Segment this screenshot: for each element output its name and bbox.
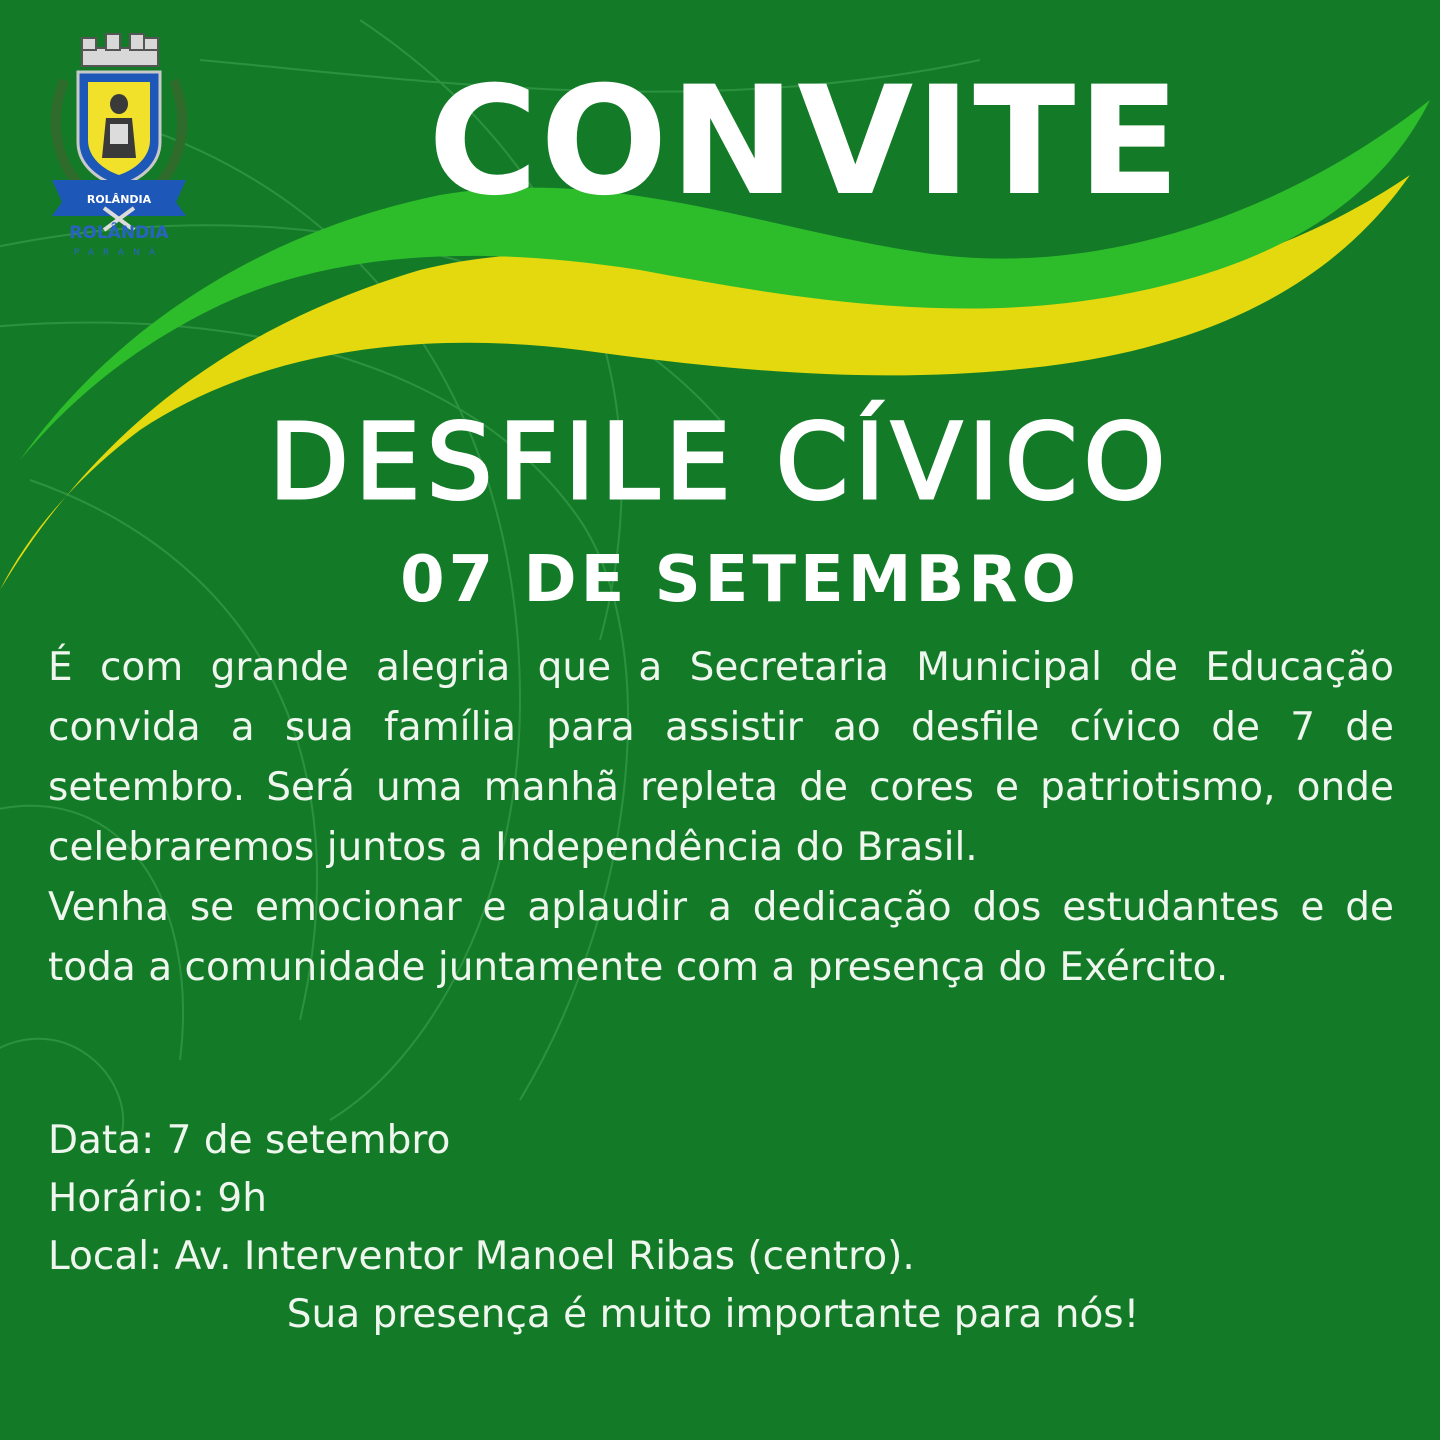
event-title: DESFILE CÍVICO [268, 401, 1172, 523]
footer-text: Sua presença é muito importante para nós! [286, 1292, 1140, 1337]
crest-ribbon-text: ROLÂNDIA [86, 193, 152, 206]
detail-location: Local: Av. Interventor Manoel Ribas (centro). [48, 1234, 915, 1279]
invitation-body [48, 638, 1394, 998]
crown-icon [82, 34, 158, 66]
crest-state-name: PARANÁ [74, 248, 164, 258]
detail-time: Horário: 9h [48, 1176, 267, 1221]
crest-city-name: ROLÂNDIA [69, 223, 169, 243]
detail-date: Data: 7 de setembro [48, 1118, 451, 1163]
body-paragraph-2: Venha se emocionar e aplaudir a dedicação dos estudantes e de toda a comunidade juntamente com a presença do Exército. [48, 885, 1394, 990]
body-paragraph-1: É com grande alegria que a Secretaria Municipal de Educação convida a sua família para assistir ao desfile cívico de 7 de setembro. Será uma manhã repleta de cores e patriotismo, onde celebraremos juntos a Independência do Brasil. [48, 645, 1394, 870]
event-date-heading: 07 DE SETEMBRO [400, 543, 1080, 617]
convite-heading: CONVITE [428, 55, 1182, 229]
event-details [48, 1112, 915, 1318]
